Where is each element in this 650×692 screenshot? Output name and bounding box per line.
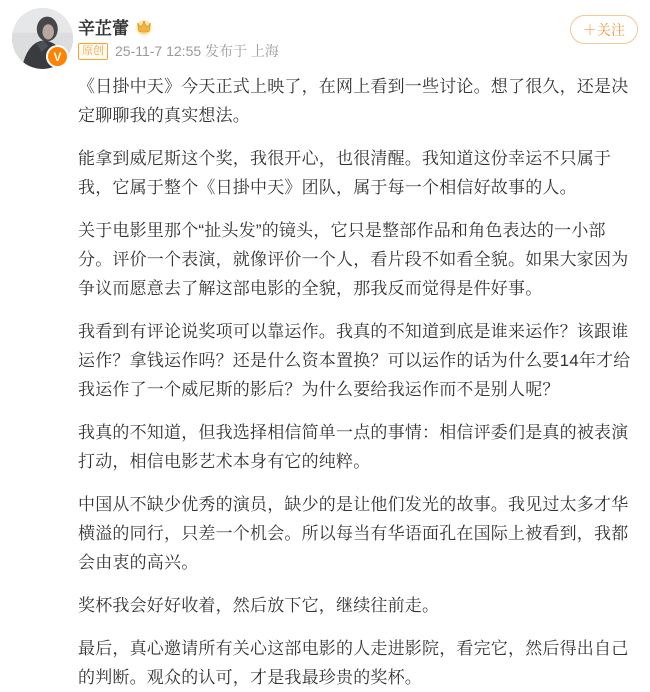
- name-row: [78, 14, 154, 39]
- post-paragraph: 最后，真心邀请所有关心这部电影的人走进影院，看完它，然后得出自己的判断。观众的认可，才是我最珍贵的奖杯。: [78, 639, 629, 687]
- post-paragraph: 《日掛中天》今天正式上映了，在网上看到一些讨论。想了很久，还是决定聊聊我的真实想法。: [78, 77, 629, 125]
- post-paragraph: 我看到有评论说奖项可以靠运作。我真的不知道到底是谁来运作？该跟谁运作？拿钱运作吗？还是什么资本置换？可以运作的话为什么要14年才给我运作了一个威尼斯的影后？为什么要给我运作而不是别人呢？: [78, 322, 631, 399]
- original-badge: 原创: [78, 43, 108, 60]
- post-paragraph: 奖杯我会好好收着，然后放下它，继续往前走。: [78, 596, 440, 615]
- follow-button[interactable]: ＋关注: [570, 15, 638, 44]
- post-paragraph: 关于电影里那个“扯头发”的镜头，它只是整部作品和角色表达的一小部分。评价一个表演，就像评价一个人，看片段不如看全貌。如果大家因为争议而愿意去了解这部电影的全貌，那我反而觉得是件好事。: [78, 221, 629, 298]
- vip-crown-icon: [134, 17, 154, 37]
- post-paragraph: 中国从不缺少优秀的演员，缺少的是让他们发光的故事。我见过太多才华横溢的同行，只差一个机会。所以每当有华语面孔在国际上被看到，我都会由衷的高兴。: [78, 495, 629, 572]
- meta-row: [78, 41, 279, 61]
- post-body: [78, 72, 638, 692]
- post-paragraph: 我真的不知道，但我选择相信简单一点的事情：相信评委们是真的被表演打动，相信电影艺术本身有它的纯粹。: [78, 423, 629, 471]
- timestamp[interactable]: 25-11-7 12:55 发布于 上海: [115, 43, 279, 59]
- post-paragraph: 能拿到威尼斯这个奖，我很开心，也很清醒。我知道这份幸运不只属于我，它属于整个《日掛中天》团队，属于每一个相信好故事的人。: [78, 149, 612, 197]
- username[interactable]: 辛芷蕾: [78, 19, 129, 38]
- verified-v-icon: V: [46, 45, 69, 68]
